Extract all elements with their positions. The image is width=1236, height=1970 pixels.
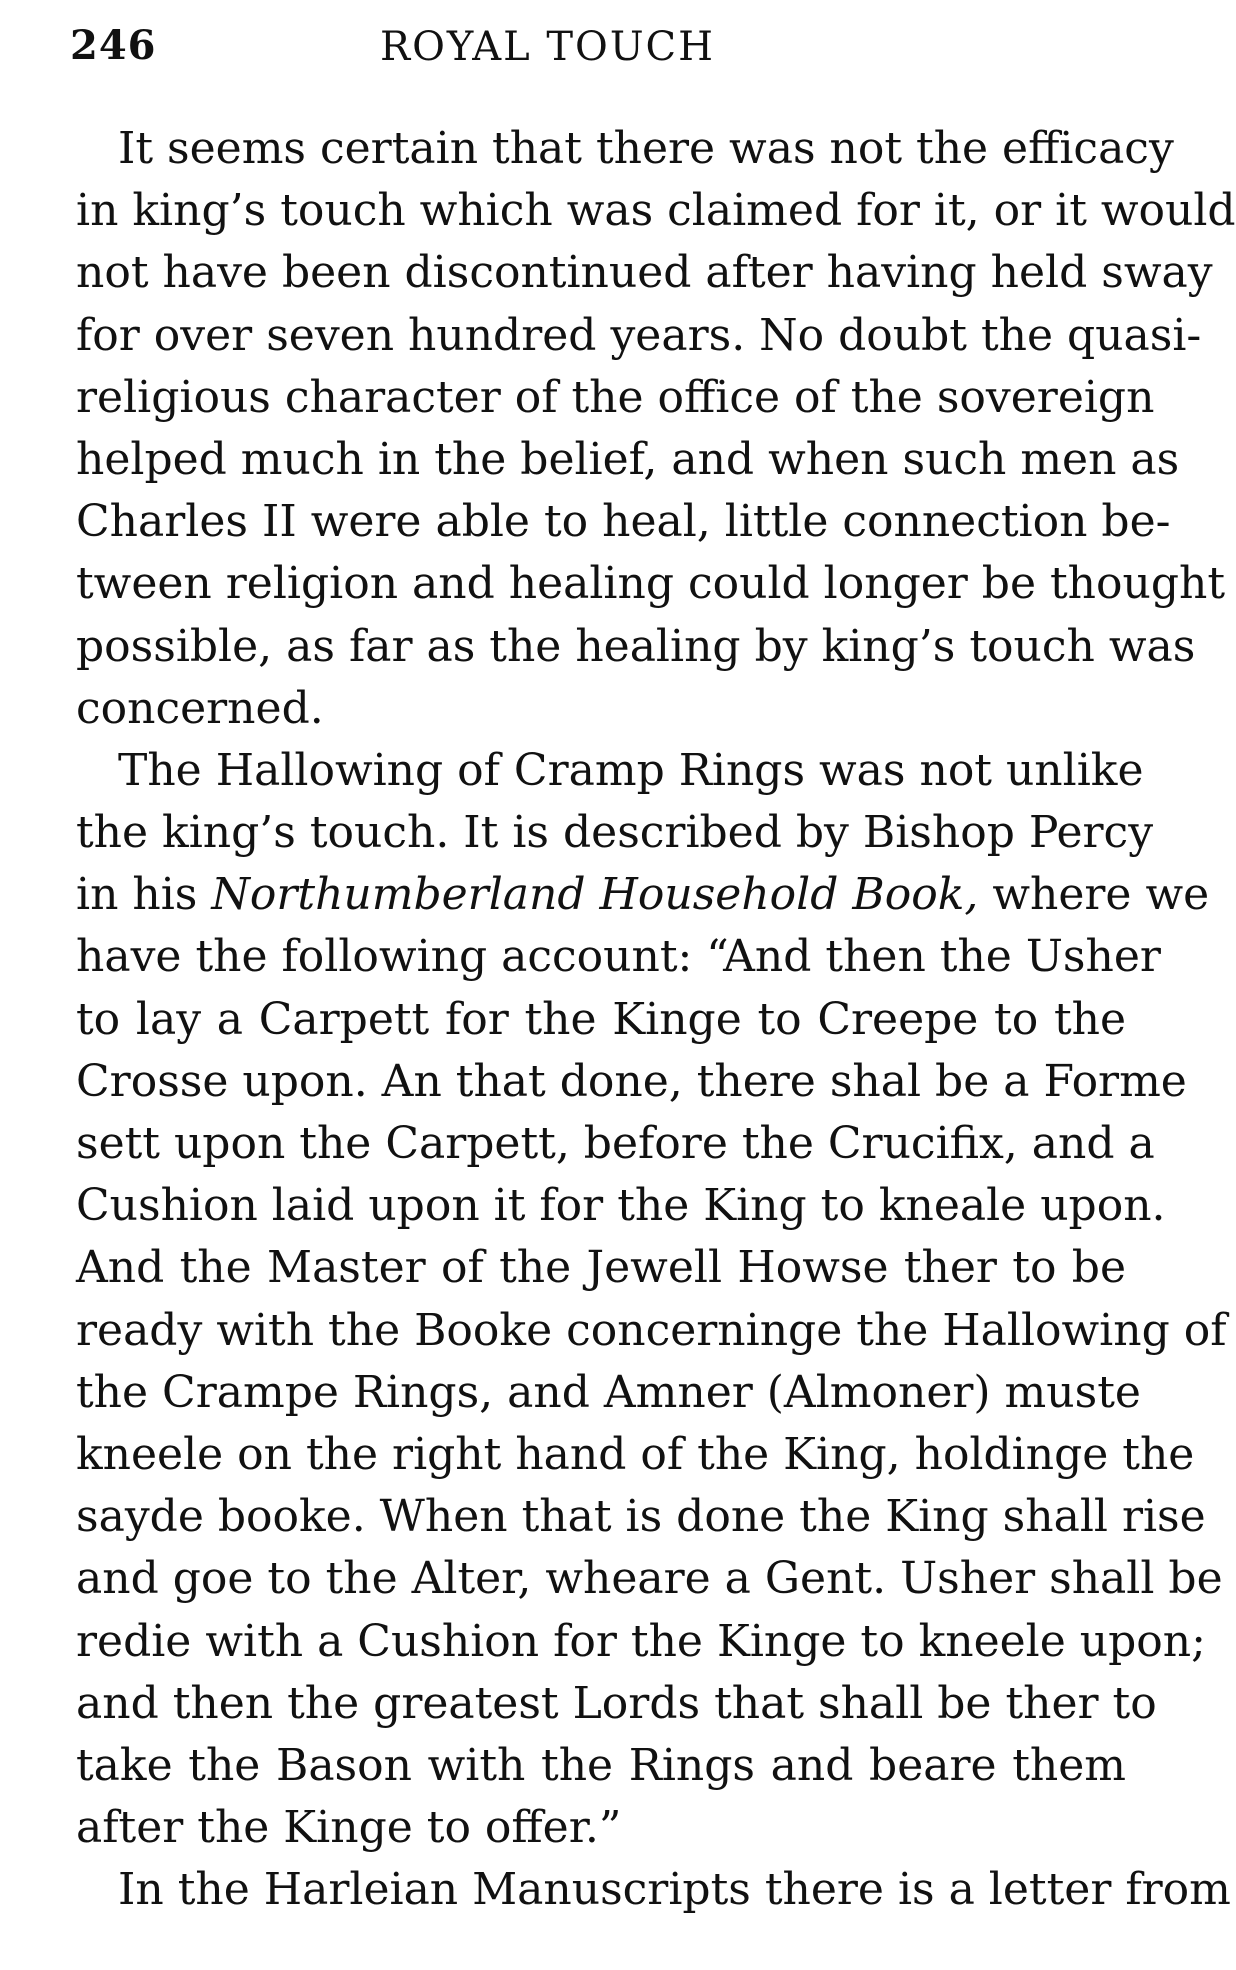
text-line: Cushion laid upon it for the King to kneale upon. bbox=[76, 1180, 1166, 1232]
page-number: 246 bbox=[70, 22, 157, 69]
text-line: in king’s touch which was claimed for it, or it would bbox=[76, 185, 1236, 237]
text-line: religious character of the office of the sovereign bbox=[76, 371, 1155, 423]
text-fragment: in his bbox=[76, 869, 212, 921]
text-line: And the Master of the Jewell Howse ther to be bbox=[76, 1242, 1126, 1294]
text-line: The Hallowing of Cramp Rings was not unlike bbox=[118, 744, 1144, 796]
text-line: Charles II were able to heal, little connection be- bbox=[76, 496, 1171, 548]
text-line: sett upon the Carpett, before the Crucifix, and a bbox=[76, 1118, 1155, 1169]
text-fragment: where we bbox=[978, 869, 1210, 921]
text-line: after the Kinge to offer.” bbox=[76, 1802, 622, 1854]
text-line: the king’s touch. It is described by Bishop Percy bbox=[76, 807, 1154, 859]
book-title-italic: Northumberland Household Book, bbox=[211, 869, 979, 921]
text-line-with-italic-title bbox=[76, 864, 1210, 926]
text-line: the Crampe Rings, and Amner (Almoner) muste bbox=[76, 1366, 1141, 1418]
text-line: for over seven hundred years. No doubt the quasi- bbox=[76, 309, 1202, 361]
text-line: helped much in the belief, and when such men as bbox=[76, 433, 1180, 485]
text-line: ready with the Booke concerninge the Hallowing of bbox=[76, 1304, 1227, 1356]
text-line: have the following account: “And then the Usher bbox=[76, 931, 1161, 983]
text-line: In the Harleian Manuscripts there is a letter from bbox=[118, 1864, 1231, 1916]
body-text bbox=[76, 118, 1236, 1921]
text-line: kneele on the right hand of the King, holdinge the bbox=[76, 1428, 1195, 1480]
text-line: tween religion and healing could longer be thought bbox=[76, 558, 1226, 610]
text-line: take the Bason with the Rings and beare them bbox=[76, 1739, 1126, 1791]
text-line: Crosse upon. An that done, there shal be a Forme bbox=[76, 1055, 1187, 1107]
running-title: ROYAL TOUCH bbox=[380, 24, 716, 70]
text-line: and then the greatest Lords that shall be ther to bbox=[76, 1677, 1157, 1729]
text-line: not have been discontinued after having held sway bbox=[76, 247, 1213, 299]
text-line: to lay a Carpett for the Kinge to Creepe to the bbox=[76, 993, 1126, 1045]
text-line: and goe to the Alter, wheare a Gent. Usher shall be bbox=[76, 1553, 1223, 1605]
running-head bbox=[70, 22, 1130, 78]
text-line: possible, as far as the healing by king’s touch was bbox=[76, 620, 1196, 672]
text-line: redie with a Cushion for the Kinge to kneele upon; bbox=[76, 1615, 1206, 1667]
text-line: concerned. bbox=[76, 682, 324, 734]
text-line: sayde booke. When that is done the King shall rise bbox=[76, 1491, 1206, 1543]
text-line: It seems certain that there was not the efficacy bbox=[118, 123, 1174, 174]
